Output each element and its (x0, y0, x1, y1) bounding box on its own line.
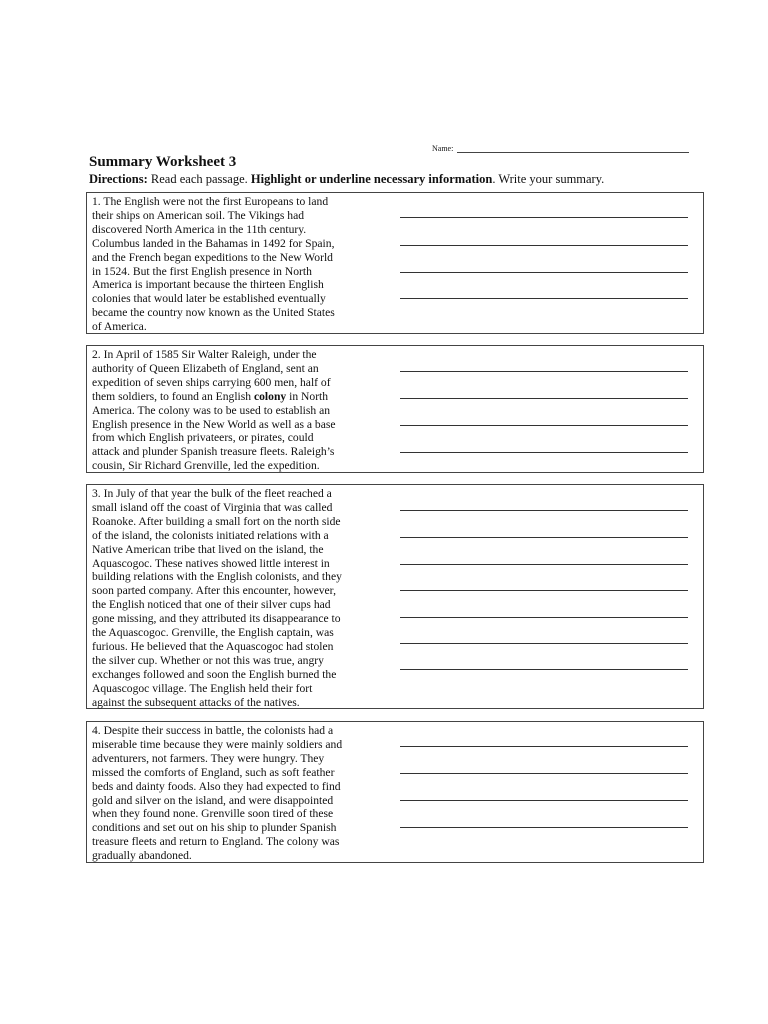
passage-text-2 (92, 348, 397, 473)
directions (89, 172, 604, 187)
directions-label: Directions: (89, 172, 148, 186)
summary-line[interactable] (400, 643, 688, 644)
passage-text-1: 1. The English were not the first Europeans to land their ships on American soil. The Vikings had discovered North America in the 11th century. Columbus landed in the Bahamas in 1492 for Spain, and the French began expeditions to the New World in 1524. But the first English presence in North America is important because the thirteen English colonies that would later be established eventually became the country now known as the United States of America. (92, 195, 335, 334)
summary-line[interactable] (400, 617, 688, 618)
summary-line[interactable] (400, 746, 688, 747)
summary-line[interactable] (400, 398, 688, 399)
summary-line[interactable] (400, 564, 688, 565)
passage-box-3 (86, 484, 704, 709)
passage-text-3: 3. In July of that year the bulk of the fleet reached a small island off the coast of Virginia that was called Roanoke. After building a small fort on the north side of the island, the colonists initiated relations with a Native American tribe that lived on the island, the Aquascogoc. These natives showed little interest in building relations with the English colonists, and they soon parted company. After this encounter, however, the English noticed that one of their silver cups had gone missing, and they attributed its disappearance to the Aquascogoc. Grenville, the English captain, was furious. He believed that the Aquascogoc had stolen the silver cup. Whether or not this was true, angry exchanges followed and soon the English burned the Aquascogoc village. The English held their fort against the subsequent attacks of the natives. (92, 487, 342, 709)
summary-line[interactable] (400, 590, 688, 591)
summary-line[interactable] (400, 298, 688, 299)
passage-text-2-post: in North America. The colony was to be used to establish an English presence in the New World as well as a base from which English privateers, or pirates, could attack and plunder Spanish treasure fleets. Raleigh’s cousin, Sir Richard Grenville, led the expedition. (92, 389, 336, 473)
passage-box-2 (86, 345, 704, 473)
summary-line[interactable] (400, 537, 688, 538)
name-label: Name: (432, 144, 454, 153)
summary-line[interactable] (400, 510, 688, 511)
name-field[interactable] (432, 144, 689, 153)
passage-text-4: 4. Despite their success in battle, the colonists had a miserable time because they were mainly soldiers and adventurers, not farmers. They were hungry. They missed the comforts of England, such as soft feather beds and dainty foods. Also they had expected to find gold and silver on the island, and were disappointed when they found none. Grenville soon tired of these conditions and set out on his ship to plunder Spanish treasure fleets and return to England. The colony was gradually abandoned. (92, 724, 343, 863)
summary-line[interactable] (400, 773, 688, 774)
summary-line[interactable] (400, 272, 688, 273)
summary-line[interactable] (400, 245, 688, 246)
passage-box-4 (86, 721, 704, 863)
directions-text-pre: Read each passage. (147, 172, 251, 186)
summary-line[interactable] (400, 800, 688, 801)
passage-text-2-keyword: colony (253, 389, 287, 403)
summary-line[interactable] (400, 452, 688, 453)
summary-line[interactable] (400, 425, 688, 426)
directions-text-post: . Write your summary. (492, 172, 605, 186)
summary-line[interactable] (400, 371, 688, 372)
summary-line[interactable] (400, 217, 688, 218)
passage-text-2-pre: 2. In April of 1585 Sir Walter Raleigh, under the authority of Queen Elizabeth of England, sent an expedition of seven ships carrying 600 men, half of them soldiers, to found an English (92, 348, 331, 403)
directions-emphasis: Highlight or underline necessary information (250, 172, 493, 186)
name-blank-line[interactable] (457, 144, 689, 153)
worksheet-title: Summary Worksheet 3 (89, 154, 237, 170)
summary-line[interactable] (400, 827, 688, 828)
passage-box-1 (86, 192, 704, 334)
summary-line[interactable] (400, 669, 688, 670)
